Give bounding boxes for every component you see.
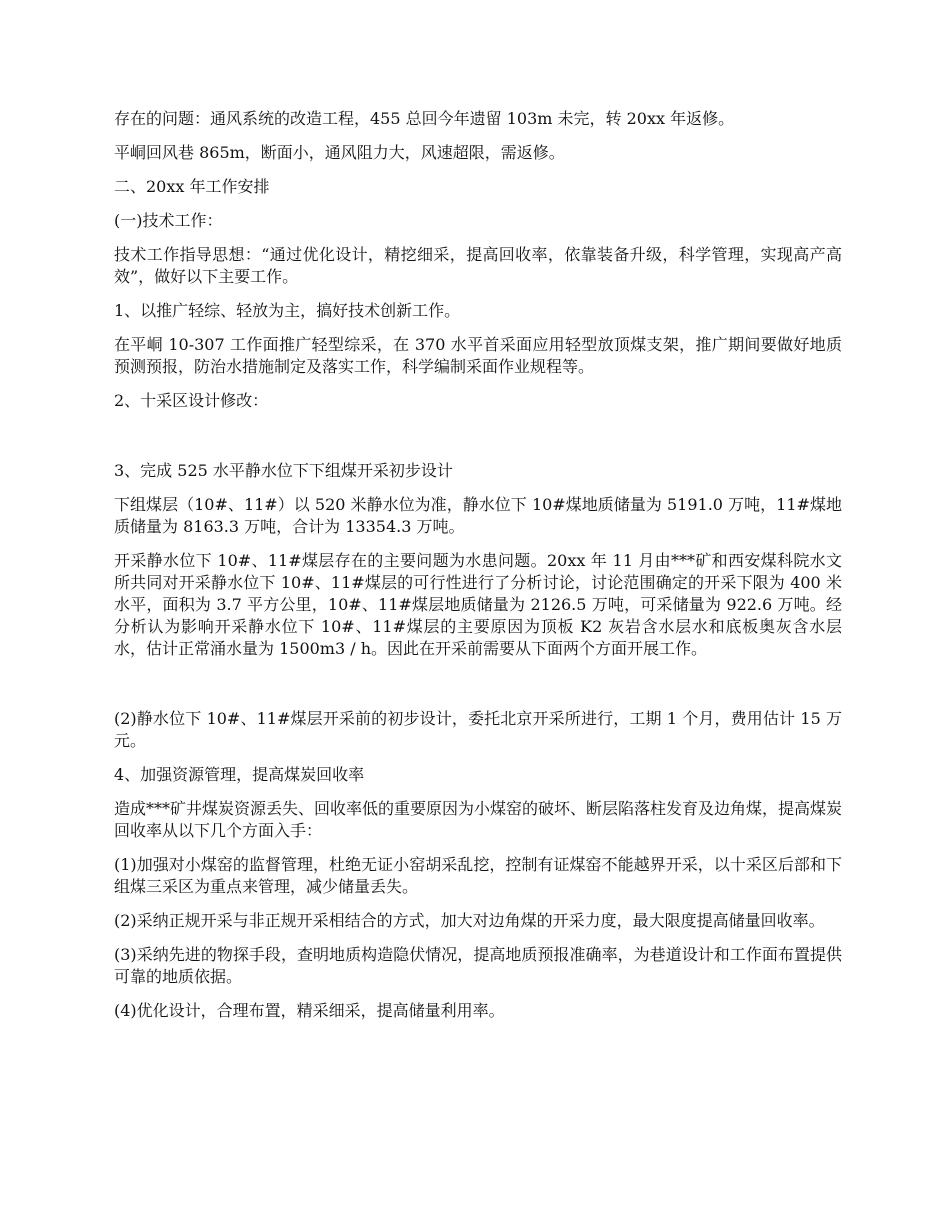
paragraph-preliminary-design: (2)静水位下 10#、11#煤层开采前的初步设计，委托北京开采所进行，工期 1 个月，费用估计 15 万元。 bbox=[114, 709, 842, 750]
list-item-3: (3)采纳先进的物探手段，查明地质构造隐伏情况，提高地质预报准确率，为巷道设计和工作面布置提供可靠的地质依据。 bbox=[114, 945, 842, 986]
item-heading-2: 2、十采区设计修改： bbox=[114, 391, 269, 410]
paragraph-lower-coal-reserves: 下组煤层（10#、11#）以 520 米静水位为准，静水位下 10#煤地质储量为 5191.0 万吨，11#煤地质储量为 8163.3 万吨，合计为 13354.3 万吨。 bbox=[114, 495, 842, 536]
document-body bbox=[114, 108, 842, 1034]
subheading-technical-work: (一)技术工作： bbox=[114, 211, 223, 230]
item-heading-1: 1、以推广轻综、轻放为主，搞好技术创新工作。 bbox=[114, 301, 461, 320]
blank-gap bbox=[114, 424, 842, 460]
paragraph-guiding-idea: 技术工作指导思想：“通过优化设计，精挖细采，提高回收率，依靠装备升级，科学管理，实现高产高效”，做好以下主要工作。 bbox=[114, 245, 842, 286]
paragraph-recovery-causes: 造成***矿井煤炭资源丢失、回收率低的重要原因为小煤窑的破坏、断层陷落柱发育及边角煤，提高煤炭回收率从以下几个方面入手： bbox=[114, 799, 843, 840]
section-heading-work-plan: 二、20xx 年工作安排 bbox=[114, 177, 270, 196]
list-item-2: (2)采纳正规开采与非正规开采相结合的方式，加大对边角煤的开采力度，最大限度提高储量回收率。 bbox=[114, 911, 825, 930]
item-heading-4: 4、加强资源管理，提高煤炭回收率 bbox=[114, 765, 365, 784]
paragraph-existing-problems: 存在的问题：通风系统的改造工程，455 总回今年遗留 103m 未完，转 20xx 年返修。 bbox=[114, 109, 735, 128]
paragraph-light-mining: 在平峒 10-307 工作面推广轻型综采，在 370 水平首采面应用轻型放顶煤支架，推广期间要做好地质预测预报，防治水措施制定及落实工作，科学编制采面作业规程等。 bbox=[114, 335, 842, 376]
list-item-4: (4)优化设计，合理布置，精采细采，提高储量利用率。 bbox=[114, 1001, 505, 1020]
paragraph-water-hazard: 开采静水位下 10#、11#煤层存在的主要问题为水患问题。20xx 年 11 月由***矿和西安煤科院水文所共同对开采静水位下 10#、11#煤层的可行性进行了分析讨论，讨论范围确定的开采下限为 400 米水平，面积为 3.7 平方公里，10#、11#煤层地质储量为 2126.5 万吨，可采储量为 922.6 万吨。经分析认为影响开采静水位下 10#、11#煤层的主要原因为顶板 K2 灰岩含水层水和底板奥灰含水层水，估计正常涌水量为 1500m3 / h。因此在开采前需要从下面两个方面开展工作。 bbox=[114, 551, 842, 658]
item-heading-3: 3、完成 525 水平静水位下下组煤开采初步设计 bbox=[114, 461, 453, 480]
paragraph-return-airway: 平峒回风巷 865m，断面小，通风阻力大，风速超限，需返修。 bbox=[114, 143, 565, 162]
blank-gap bbox=[114, 672, 842, 708]
list-item-1: (1)加强对小煤窑的监督管理，杜绝无证小窑胡采乱挖，控制有证煤窑不能越界开采，以十采区后部和下组煤三采区为重点来管理，减少储量丢失。 bbox=[114, 855, 842, 896]
